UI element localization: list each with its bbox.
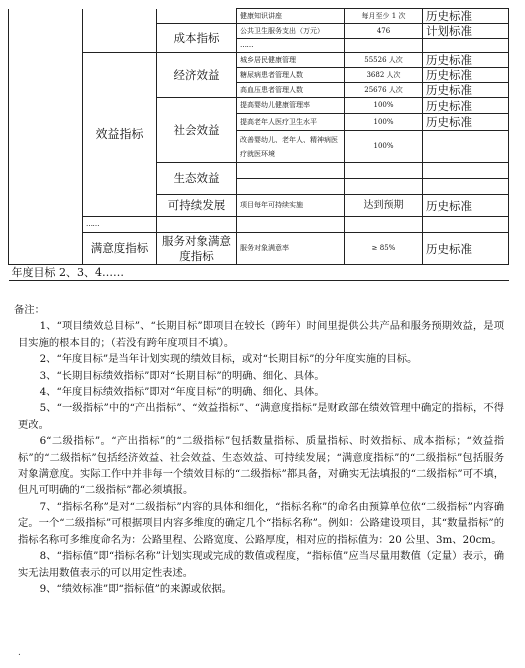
indicator-standard: 历史标准 [423, 68, 509, 83]
indicator-standard: 历史标准 [423, 9, 509, 24]
indicator-name: 公共卫生服务支出（万元） [237, 24, 345, 39]
service-satisfaction-label: 服务对象满意度指标 [157, 233, 237, 265]
table-row [9, 265, 509, 281]
indicator-standard: 历史标准 [423, 114, 509, 131]
cost-indicator-label: 成本指标 [157, 24, 237, 53]
indicator-name: 提高老年人医疗卫生水平 [237, 114, 345, 131]
note-item: 6“二级指标”。“产出指标”的“二级指标”包括数量指标、质量指标、时效指标、成本指标；“效益指标”的“二级指标”包括经济效益、社会效益、生态效益、可持续发展；“满意度指标”的“二级指标”包括服务对象满意度。实际工作中并非每一个绩效目标的“二级指标”都具备，对确实无法填报的“二级指标”可不填，但凡可明确的“二级指标”都必须填报。 [18, 435, 504, 497]
note-item: 2、“年度目标”是当年计划实现的绩效目标，或对“长期目标”的分年度实施的目标。 [39, 353, 418, 366]
indicator-name: 糖尿病患者管理人数 [237, 68, 345, 83]
indicator-value: 25676 人次 [345, 83, 423, 98]
indicator-standard: 历史标准 [423, 98, 509, 114]
table-row [9, 9, 509, 24]
indicator-value: 476 [345, 24, 423, 39]
table-row [9, 39, 509, 53]
indicator-standard: 历史标准 [423, 53, 509, 68]
social-benefit-label: 社会效益 [157, 98, 237, 163]
table-row [9, 217, 509, 233]
satisfaction-indicator-label: 满意度指标 [83, 233, 157, 265]
indicator-name: 健康知识讲座 [237, 9, 345, 24]
table-row [9, 233, 509, 265]
ellipsis-cell: …… [237, 39, 345, 53]
notes-title: 备注： [14, 304, 45, 316]
footer-mark: . [18, 648, 21, 658]
indicator-standard: 计划标准 [423, 24, 509, 39]
note-item: 4、“年度目标绩效指标”即对“年度目标”的明确、细化、具体。 [39, 386, 325, 399]
note-item: 3、“长期目标绩效指标”即对“长期目标”的明确、细化、具体。 [39, 369, 325, 382]
indicator-name: 服务对象满意率 [237, 233, 345, 265]
indicator-standard: 历史标准 [423, 233, 509, 265]
performance-indicator-table [8, 8, 509, 281]
indicator-value: 100% [345, 114, 423, 131]
economic-benefit-label: 经济效益 [157, 53, 237, 98]
indicator-value: 100% [345, 98, 423, 114]
indicator-name: 改善婴幼儿、老年人、精神病医疗就医环境 [237, 131, 345, 163]
note-item: 9、“绩效标准”即“指标值”的来源或依据。 [39, 582, 232, 595]
note-item: 1、“项目绩效总目标”、“长期目标”即项目在较长（跨年）时间里提供公共产品和服务预期效益，是项目实施的根本目的；（若没有跨年度项目不填）。 [18, 320, 504, 349]
ecological-benefit-label: 生态效益 [157, 163, 237, 195]
benefit-indicator-label: 效益指标 [83, 53, 157, 217]
indicator-standard: 历史标准 [423, 195, 509, 217]
notes-section [14, 302, 504, 597]
note-item: 5、“一级指标”中的“产出指标”、“效益指标”、“满意度指标”是财政部在绩效管理中确定的指标，不得更改。 [18, 402, 504, 431]
indicator-name: 高血压患者管理人数 [237, 83, 345, 98]
indicator-value: 每月至少 1 次 [345, 9, 423, 24]
table-row [9, 53, 509, 68]
indicator-name: 城乡居民健康管理 [237, 53, 345, 68]
table-row [9, 24, 509, 39]
year-target-row: 年度目标 2、3、4…… [9, 265, 509, 281]
note-item: 7、“指标名称”是对“二级指标”内容的具体和细化，“指标名称”的命名由预算单位依“二级指标”内容确定。一个“二级指标”可根据项目内容多维度的确定几个“指标名称”。例如：公路建设项目，其“数量指标”的指标名称可多维度命名为：公路里程、公路宽度、公路厚度，相对应的指标值为：20 公里、3m、20cm。 [18, 500, 504, 546]
indicator-value: 55526 人次 [345, 53, 423, 68]
indicator-value: ≥ 85% [345, 233, 423, 265]
ellipsis-cell: …… [83, 217, 157, 233]
indicator-value: 100% [345, 131, 423, 163]
sustainable-label: 可持续发展 [157, 195, 237, 217]
indicator-standard: 历史标准 [423, 83, 509, 98]
indicator-name: 提高婴幼儿健康管理率 [237, 98, 345, 114]
note-item: 8、“指标值”即“指标名称”计划实现或完成的数值或程度，“指标值”应当尽量用数值（定量）表示，确实无法用数值表示的可以用定性表述。 [18, 550, 504, 579]
indicator-name: 项目每年可持续实施 [237, 195, 345, 217]
indicator-value: 达到预期 [345, 195, 423, 217]
indicator-value: 3682 人次 [345, 68, 423, 83]
